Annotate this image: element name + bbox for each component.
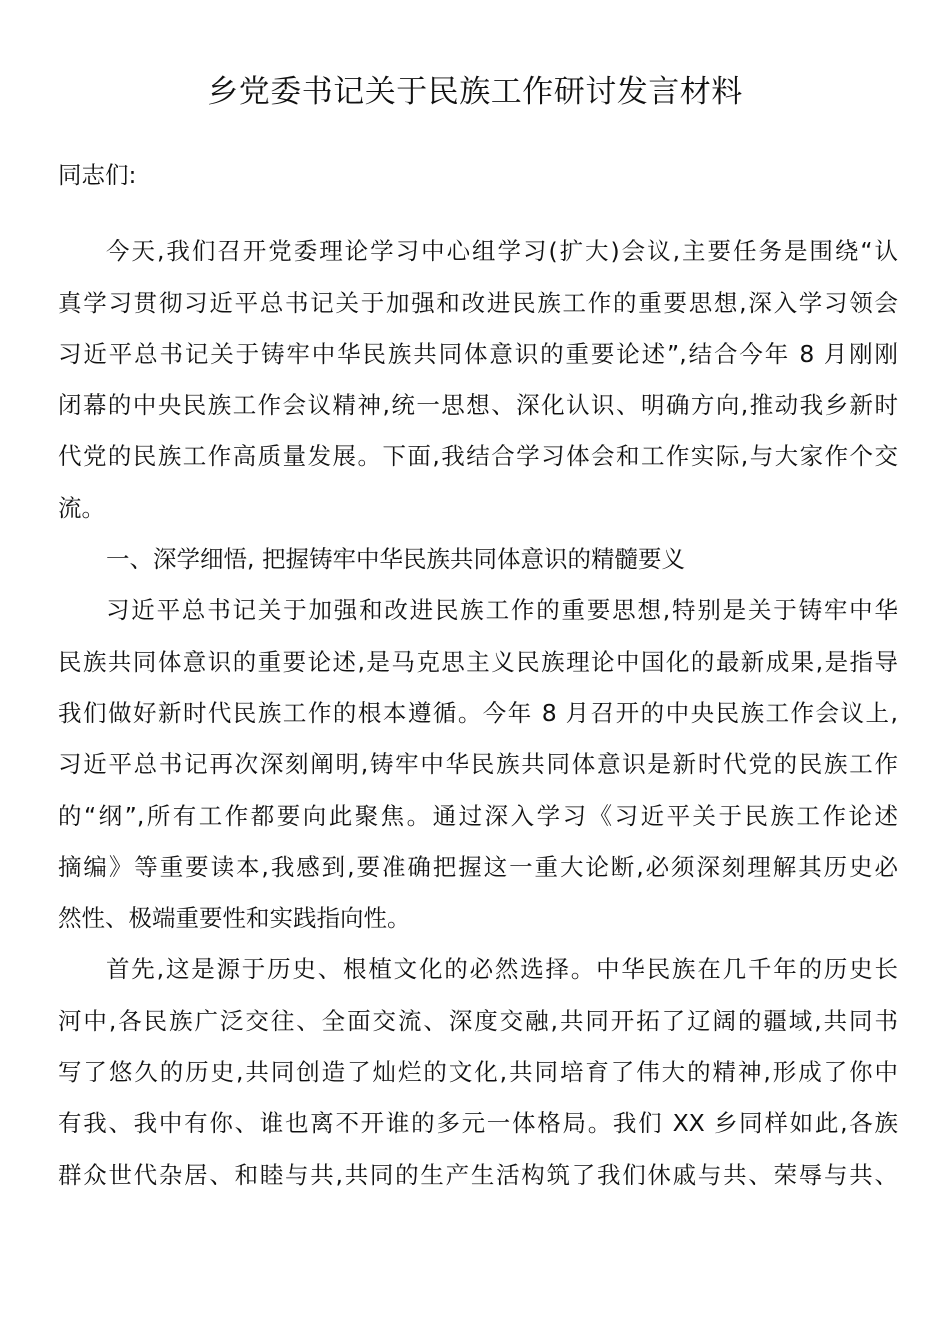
spacer [58, 201, 898, 226]
paragraph-line: 习近平总书记关于铸牢中华民族共同体意识的重要论述”,结合今年 8 月刚刚 [58, 339, 898, 368]
paragraph-line: 闭幕的中央民族工作会议精神,统一思想、深化认识、明确方向,推动我乡新时 [58, 391, 898, 420]
document-title: 乡党委书记关于民族工作研讨发言材料 [207, 74, 743, 110]
paragraph-line: 流。 [58, 493, 105, 522]
paragraph-line: 摘编》等重要读本,我感到,要准确把握这一重大论断,必须深刻理解其历史必 [58, 852, 898, 881]
paragraph-line: 民族共同体意识的重要论述,是马克思主义民族理论中国化的最新成果,是指导 [58, 647, 898, 676]
document-body [58, 150, 898, 1201]
paragraph-line: 今天,我们召开党委理论学习中心组学习(扩大)会议,主要任务是围绕“认 [106, 237, 898, 266]
salutation: 同志们: [58, 161, 137, 189]
section-heading: 一、深学细悟, 把握铸牢中华民族共同体意识的精髓要义 [106, 545, 685, 574]
paragraph-intro [58, 226, 898, 534]
paragraph-line: 写了悠久的历史,共同创造了灿烂的文化,共同培育了伟大的精神,形成了你中 [58, 1058, 898, 1087]
paragraph-line: 群众世代杂居、和睦与共,共同的生产生活构筑了我们休戚与共、荣辱与共、 [58, 1160, 898, 1189]
paragraph-section1-2 [58, 944, 898, 1200]
paragraph-line: 然性、极端重要性和实践指向性。 [58, 904, 411, 933]
paragraph-line: 真学习贯彻习近平总书记关于加强和改进民族工作的重要思想,深入学习领会 [58, 288, 898, 317]
paragraph-line: 河中,各民族广泛交往、全面交流、深度交融,共同开拓了辽阔的疆域,共同书 [58, 1006, 898, 1035]
paragraph-line: 首先,这是源于历史、根植文化的必然选择。中华民族在几千年的历史长 [106, 955, 898, 984]
paragraph-line: 代党的民族工作高质量发展。下面,我结合学习体会和工作实际,与大家作个交 [58, 442, 898, 471]
paragraph-line: 习近平总书记关于加强和改进民族工作的重要思想,特别是关于铸牢中华 [106, 596, 898, 625]
paragraph-line: 的“纲”,所有工作都要向此聚焦。通过深入学习《习近平关于民族工作论述 [58, 801, 898, 830]
paragraph-section1-1 [58, 585, 898, 944]
paragraph-line: 我们做好新时代民族工作的根本遵循。今年 8 月召开的中央民族工作会议上, [58, 698, 898, 727]
paragraph-line: 有我、我中有你、谁也离不开谁的多元一体格局。我们 XX 乡同样如此,各族 [58, 1109, 898, 1138]
section-heading-1 [58, 534, 898, 585]
paragraph-line: 习近平总书记再次深刻阐明,铸牢中华民族共同体意识是新时代党的民族工作 [58, 750, 898, 779]
